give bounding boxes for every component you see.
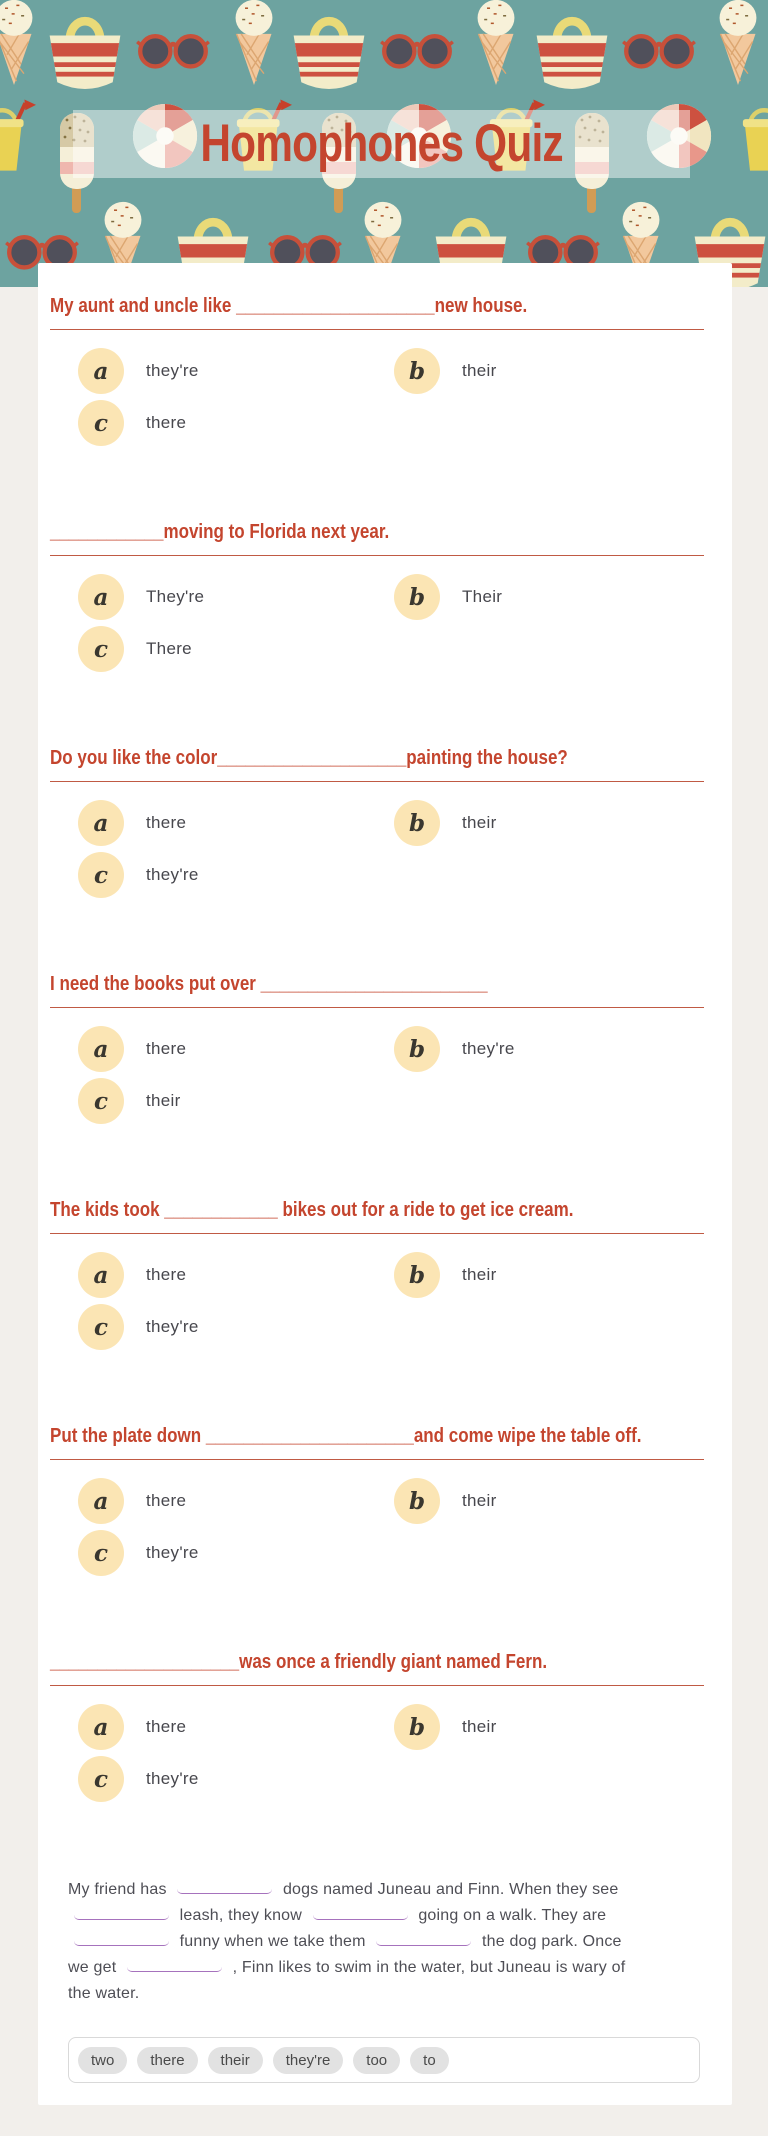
options	[78, 574, 704, 672]
cloze-blank[interactable]	[376, 1930, 471, 1946]
word-chip-their[interactable]: their	[208, 2047, 263, 2074]
cloze-text: dogs named Juneau and Finn. When they see	[278, 1881, 619, 1898]
option-letter-badge: a	[78, 1704, 124, 1750]
beach-bag-icon	[529, 3, 615, 94]
option-c[interactable]	[78, 1530, 394, 1576]
cloze-text: the water.	[68, 1985, 140, 2002]
cloze-blank[interactable]	[74, 1904, 169, 1920]
question-prompt: ____________________was once a friendly giant named Fern.	[50, 1651, 548, 1673]
ice-cream-cone-icon	[712, 0, 764, 88]
cloze-line	[68, 1877, 700, 1903]
option-label: there	[146, 1491, 187, 1510]
option-b[interactable]	[394, 1478, 704, 1524]
option-letter-badge: c	[78, 626, 124, 672]
ice-cream-cone-icon	[470, 0, 522, 88]
sunglasses-icon	[618, 28, 700, 71]
option-letter-badge: b	[394, 348, 440, 394]
option-a[interactable]	[78, 1704, 394, 1750]
question-block	[38, 973, 732, 1124]
cloze-text: going on a walk. They are	[413, 1907, 607, 1924]
option-b[interactable]	[394, 1252, 704, 1298]
option-letter-badge: b	[394, 1026, 440, 1072]
sunglasses-icon	[132, 28, 214, 71]
option-a[interactable]	[78, 1478, 394, 1524]
options	[78, 800, 704, 898]
word-chip-two[interactable]: two	[78, 2047, 127, 2074]
option-letter-badge: c	[78, 1530, 124, 1576]
question-prompt: My aunt and uncle like _____________________new house.	[50, 295, 528, 317]
questions-container	[38, 295, 732, 1802]
question-divider	[50, 555, 704, 556]
option-letter-badge: c	[78, 852, 124, 898]
option-letter-badge: c	[78, 1078, 124, 1124]
question-prompt: ____________moving to Florida next year.	[50, 521, 390, 543]
question-divider	[50, 1233, 704, 1234]
question-block	[38, 521, 732, 672]
option-a[interactable]	[78, 1252, 394, 1298]
option-letter-badge: b	[394, 1704, 440, 1750]
question-block	[38, 1651, 732, 1802]
option-label: there	[146, 813, 187, 832]
word-chip-too[interactable]: too	[353, 2047, 400, 2074]
question-block	[38, 1425, 732, 1576]
option-b[interactable]	[394, 1704, 704, 1750]
cloze-text: My friend has	[68, 1881, 172, 1898]
option-c[interactable]	[78, 852, 394, 898]
word-bank	[68, 2037, 700, 2083]
cloze-text: leash, they know	[175, 1907, 307, 1924]
option-letter-badge: a	[78, 574, 124, 620]
option-a[interactable]	[78, 348, 394, 394]
option-letter-badge: a	[78, 1026, 124, 1072]
option-c[interactable]	[78, 400, 394, 446]
cloze-blank[interactable]	[74, 1930, 169, 1946]
question-divider	[50, 1459, 704, 1460]
option-a[interactable]	[78, 1026, 394, 1072]
cloze-text: , Finn likes to swim in the water, but Juneau is wary of	[228, 1959, 626, 1976]
options	[78, 348, 704, 446]
option-b[interactable]	[394, 348, 704, 394]
option-label: they're	[146, 1543, 199, 1562]
option-letter-badge: a	[78, 1252, 124, 1298]
option-label: their	[462, 1265, 497, 1284]
question-divider	[50, 1007, 704, 1008]
option-label: their	[462, 813, 497, 832]
question-block	[38, 747, 732, 898]
word-chip-to[interactable]: to	[410, 2047, 449, 2074]
sunglasses-icon	[376, 28, 458, 71]
option-letter-badge: b	[394, 800, 440, 846]
cloze-paragraph	[68, 1877, 700, 2007]
question-block	[38, 295, 732, 446]
beach-bag-icon	[42, 3, 128, 94]
option-a[interactable]	[78, 574, 394, 620]
option-b[interactable]	[394, 574, 704, 620]
option-label: They're	[146, 587, 205, 606]
option-label: they're	[146, 1769, 199, 1788]
option-c[interactable]	[78, 1078, 394, 1124]
sand-bucket-icon	[0, 96, 36, 174]
word-chip-there[interactable]: there	[137, 2047, 197, 2074]
cloze-text: the dog park. Once	[477, 1933, 622, 1950]
cloze-blank[interactable]	[177, 1878, 272, 1894]
option-letter-badge: b	[394, 1252, 440, 1298]
option-letter-badge: c	[78, 1304, 124, 1350]
option-label: they're	[146, 1317, 199, 1336]
option-b[interactable]	[394, 800, 704, 846]
option-letter-badge: c	[78, 400, 124, 446]
fill-in-blank-section	[38, 1877, 732, 2083]
sand-bucket-icon	[734, 96, 768, 174]
options	[78, 1704, 704, 1802]
option-label: their	[462, 361, 497, 380]
cloze-text: we get	[68, 1959, 121, 1976]
title-banner	[73, 110, 690, 178]
option-letter-badge: a	[78, 1478, 124, 1524]
option-a[interactable]	[78, 800, 394, 846]
options	[78, 1478, 704, 1576]
quiz-card	[38, 263, 732, 2105]
question-prompt: Put the plate down ______________________and come wipe the table off.	[50, 1425, 642, 1447]
option-label: there	[146, 1265, 187, 1284]
option-c[interactable]	[78, 1304, 394, 1350]
word-chip-theyre[interactable]: they're	[273, 2047, 344, 2074]
question-block	[38, 1199, 732, 1350]
option-label: Their	[462, 587, 503, 606]
option-label: their	[462, 1491, 497, 1510]
option-label: there	[146, 1717, 187, 1736]
option-letter-badge: a	[78, 348, 124, 394]
option-label: they're	[146, 865, 199, 884]
question-prompt: Do you like the color____________________painting the house?	[50, 747, 568, 769]
option-label: their	[146, 1091, 181, 1110]
options	[78, 1026, 704, 1124]
ice-cream-cone-icon	[0, 0, 40, 88]
option-c[interactable]	[78, 1756, 394, 1802]
page-title: Homophones Quiz	[200, 114, 563, 173]
option-letter-badge: b	[394, 574, 440, 620]
cloze-blank[interactable]	[313, 1904, 408, 1920]
question-divider	[50, 781, 704, 782]
ice-cream-cone-icon	[228, 0, 280, 88]
cloze-blank[interactable]	[127, 1956, 222, 1972]
question-prompt: The kids took ____________ bikes out for a ride to get ice cream.	[50, 1199, 574, 1221]
cloze-line	[68, 1955, 700, 1981]
option-c[interactable]	[78, 626, 394, 672]
option-letter-badge: b	[394, 1478, 440, 1524]
option-label: There	[146, 639, 192, 658]
question-divider	[50, 329, 704, 330]
option-label: they're	[146, 361, 199, 380]
cloze-line	[68, 1903, 700, 1929]
options	[78, 1252, 704, 1350]
cloze-line	[68, 1929, 700, 1955]
option-label: there	[146, 1039, 187, 1058]
option-label: they're	[462, 1039, 515, 1058]
cloze-line	[68, 1981, 700, 2007]
beach-bag-icon	[286, 3, 372, 94]
option-letter-badge: a	[78, 800, 124, 846]
question-divider	[50, 1685, 704, 1686]
question-prompt: I need the books put over ________________________	[50, 973, 488, 995]
quiz-header	[0, 0, 768, 287]
option-label: there	[146, 413, 187, 432]
option-label: their	[462, 1717, 497, 1736]
cloze-text: funny when we take them	[175, 1933, 371, 1950]
option-letter-badge: c	[78, 1756, 124, 1802]
option-b[interactable]	[394, 1026, 704, 1072]
